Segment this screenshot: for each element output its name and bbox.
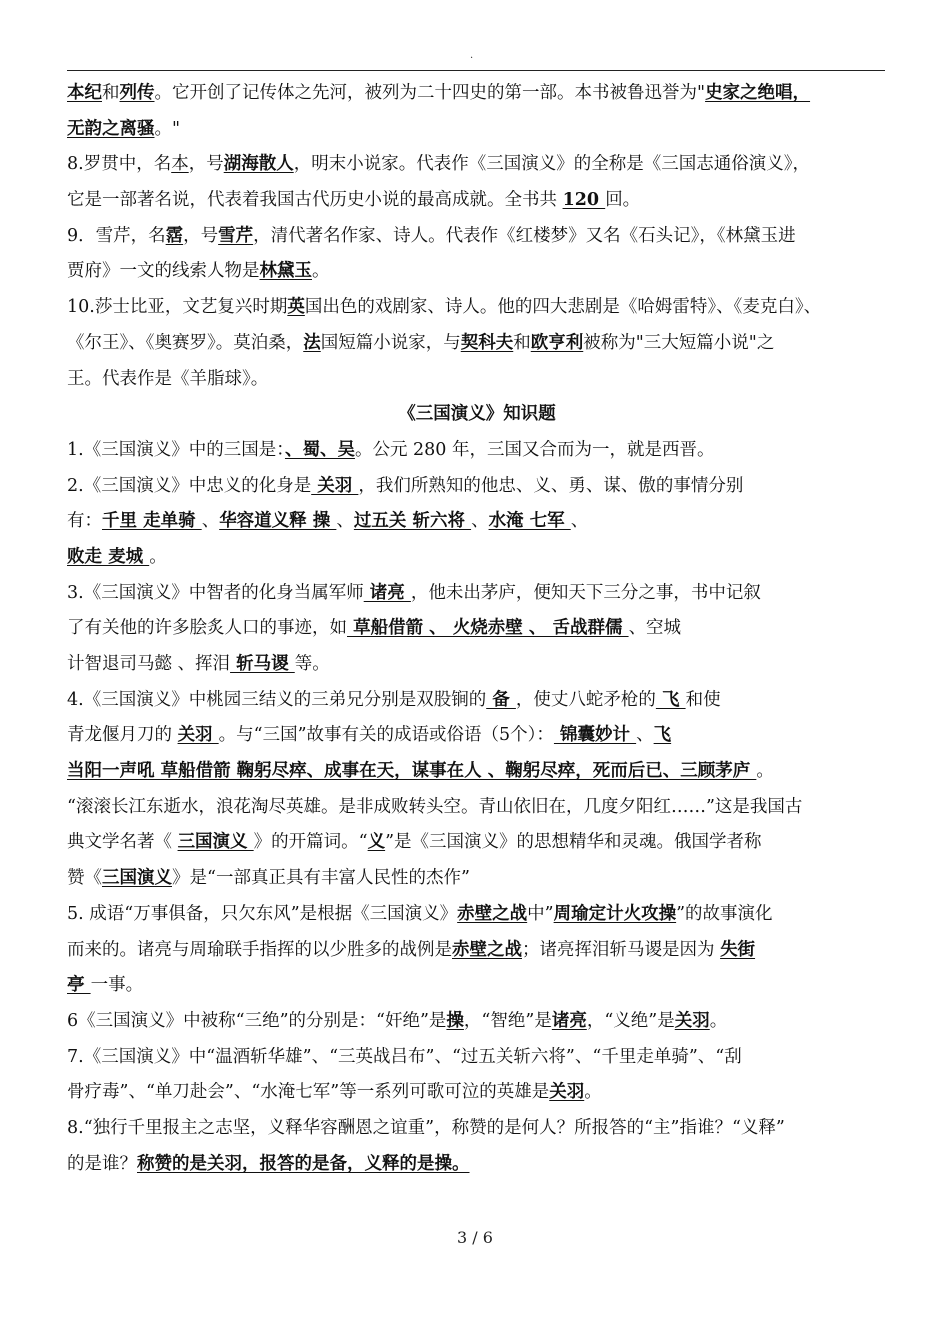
document-body: [67, 76, 887, 1182]
body-text: 被称为"三大短篇小说"之: [583, 332, 775, 353]
body-text: 7.《三国演义》中“温酒斩华雄”、“三英战吕布”、“过五关斩六将”、“千里走单骑”、“刮: [67, 1046, 742, 1067]
body-text: 2.《三国演义》中忠义的化身是: [67, 475, 312, 496]
body-text: 有：: [67, 511, 102, 532]
answer-text: 欧亨利: [530, 332, 584, 353]
body-text: ；诸亮挥泪斩马谡是因为: [522, 939, 721, 960]
answer-text: 华容道义释 操: [219, 511, 337, 532]
body-text: 4.《三国演义》中桃园三结义的三弟兄分别是双股锏的: [67, 689, 487, 710]
answer-text: 本纪: [67, 83, 102, 103]
body-text: 、: [201, 511, 220, 532]
answer-text: 当阳一声吼 草船借箭 鞠躬尽瘁、成事在天，谋事在人 、鞠躬尽瘁，死而后已、三顾茅庐: [67, 761, 757, 782]
body-text: 。: [584, 1082, 602, 1103]
answer-text: 亭: [67, 975, 91, 996]
answer-text: 关羽: [311, 475, 359, 496]
body-text: ，我们所熟知的他忠、义、勇、谋、傲的事情分别: [358, 475, 744, 496]
text-line: [67, 397, 887, 433]
body-text: 赞《: [67, 868, 102, 889]
body-text: ，号: [183, 225, 219, 246]
body-text: 骨疗毒”、“单刀赴会”、“水淹七军”等一系列可歌可泣的英雄是: [67, 1082, 550, 1103]
answer-text: 史家之绝唱，: [705, 83, 811, 103]
answer-text: 操: [446, 1010, 464, 1031]
body-text: 回。: [605, 190, 641, 211]
text-line: [67, 1004, 887, 1040]
text-line: [67, 540, 887, 576]
text-line: [67, 968, 887, 1004]
text-line: [67, 147, 887, 183]
answer-text: 、蜀、吴: [284, 439, 355, 460]
body-text: 。: [756, 761, 774, 782]
body-text: 、: [570, 511, 589, 532]
body-text: “滚滚长江东逝水，浪花淘尽英雄。是非成败转头空。青山依旧在，几度夕阳红……”这是我国古: [67, 796, 803, 817]
text-line: [67, 504, 887, 540]
header-rule: [67, 70, 885, 71]
body-text: 的是谁？: [67, 1153, 137, 1174]
answer-text: 林黛玉: [259, 261, 312, 282]
answer-text: 飞: [653, 725, 672, 746]
body-text: ”是《三国演义》的思想精华和灵魂。俄国学者称: [385, 832, 762, 853]
body-text: 青龙偃月刀的: [67, 725, 178, 746]
text-line: [67, 683, 887, 719]
text-line: [67, 469, 887, 505]
body-text: ，使丈八蛇矛枪的: [515, 689, 656, 710]
answer-text: 湖海散人: [223, 154, 294, 175]
body-text: 、: [336, 511, 354, 532]
answer-text: 过五关 斩六将: [353, 511, 472, 532]
answer-text: 赤壁之战: [457, 903, 528, 924]
body-text: 。它开创了记传体之先河，被列为二十四史的第一部。本书被鲁迅誉为": [154, 83, 706, 103]
body-text: 、: [471, 511, 489, 532]
answer-text: 败走 麦城: [67, 546, 150, 567]
text-line: [67, 112, 887, 148]
answer-text: 备: [486, 689, 516, 710]
body-text: ，他未出茅庐，便知天下三分之事，书中记叙: [410, 582, 761, 603]
body-text: 计智退司马懿 、挥泪: [67, 654, 231, 674]
body-text: 中”: [527, 903, 554, 924]
body-text: 和: [102, 83, 120, 103]
body-text: 。与“三国”故事有关的成语或俗语（5个）：: [218, 725, 554, 746]
answer-text: 义: [367, 832, 386, 853]
body-text: 。公元 280 年，三国又合而为一，就是西晋。: [354, 439, 715, 460]
body-text: 1.《三国演义》中的三国是：: [67, 439, 285, 460]
answer-text: 霑: [165, 225, 184, 246]
answer-text: 称赞的是关羽，报答的是备，义释的是操。: [137, 1153, 470, 1174]
text-line: [67, 611, 887, 647]
text-line: [67, 718, 887, 754]
body-text: 9．雪芹，名: [67, 225, 166, 246]
body-text: 10.莎士比亚，文艺复兴时期: [67, 297, 288, 318]
answer-text: 无韵之离骚: [67, 118, 155, 139]
answer-text: 列传: [119, 83, 155, 103]
answer-text: 关羽: [177, 725, 219, 746]
answer-text: 契科夫: [460, 332, 514, 353]
body-text: 它是一部著名说，代表着我国古代历史小说的最高成就。全书共: [67, 190, 563, 211]
body-text: 王。代表作是《羊脂球》。: [67, 368, 269, 389]
answer-text: 水淹 七军: [488, 511, 571, 532]
body-text: ”的故事演化: [676, 903, 773, 924]
body-text: ，“义绝”是: [586, 1010, 675, 1031]
text-line: [67, 290, 887, 326]
text-line: [67, 1111, 887, 1147]
body-text: 。": [154, 118, 181, 139]
text-line: [67, 1147, 887, 1183]
answer-text: 三国演义: [177, 832, 254, 853]
body-text: 。: [709, 1010, 728, 1031]
body-text: 6《三国演义》中被称“三绝”的分别是：“奸绝”是: [67, 1010, 447, 1031]
answer-text: 三国演义: [102, 868, 172, 889]
body-text: 等。: [294, 654, 330, 674]
body-text: 和: [513, 332, 531, 353]
answer-text: 锦囊妙计: [553, 725, 637, 746]
text-line: [67, 861, 887, 897]
text-line: [67, 254, 887, 290]
body-text: ，号: [188, 154, 224, 175]
answer-text: 法: [303, 332, 321, 353]
text-line: [67, 433, 887, 469]
answer-text: 关羽: [674, 1010, 710, 1031]
page-number: 3 / 6: [457, 1228, 493, 1247]
text-line: [67, 183, 887, 219]
body-text: 》是“一部真正具有丰富人民性的杰作”: [172, 868, 470, 889]
answer-text: 赤壁之战: [452, 939, 522, 960]
answer-text: 失街: [720, 939, 756, 960]
text-line: [67, 825, 887, 861]
body-text: ，“智绝”是: [463, 1010, 552, 1031]
body-text: 。: [149, 546, 167, 567]
body-text: 5. 成语“万事俱备，只欠东风”是根据《三国演义》: [67, 903, 458, 924]
section-heading: 《三国演义》知识题: [398, 404, 556, 425]
header-dot: .: [470, 50, 474, 61]
answer-text: 雪芹: [218, 225, 254, 246]
answer-text: 关羽: [549, 1082, 585, 1103]
text-line: [67, 647, 887, 683]
answer-text: 斩马谡: [230, 654, 295, 674]
text-line: [67, 933, 887, 969]
body-text: 8.罗贯中，名: [67, 154, 172, 175]
body-text: 了有关他的许多脍炙人口的事迹，如: [67, 618, 347, 639]
text-line: [67, 897, 887, 933]
text-line: [67, 326, 887, 362]
body-text: 3.《三国演义》中智者的化身当属军师: [67, 582, 364, 603]
text-line: [67, 362, 887, 398]
body-text: 贾府》一文的线索人物是: [67, 261, 260, 282]
answer-text: 英: [287, 297, 305, 318]
body-text: ，明末小说家。代表作《三国演义》的全称是《三国志通俗演义》，: [293, 154, 810, 175]
answer-text: 千里 走单骑: [102, 511, 202, 532]
body-text: 、: [636, 725, 654, 746]
answer-text: 120: [562, 190, 606, 211]
body-text: 国短篇小说家，与: [320, 332, 461, 353]
body-text: 》的开篇词。“: [253, 832, 368, 853]
body-text: 和使: [685, 689, 721, 710]
answer-text: 诸亮: [363, 582, 411, 603]
answer-text: 诸亮: [551, 1010, 587, 1031]
body-text: 而来的。诸亮与周瑜联手指挥的以少胜多的战例是: [67, 939, 452, 960]
underlined-text: 本: [171, 154, 189, 175]
body-text: 《尔王》、《奥赛罗》。莫泊桑，: [67, 332, 304, 353]
answer-text: 草船借箭 、 火烧赤壁 、 舌战群儒: [347, 618, 629, 639]
body-text: 。: [312, 261, 330, 282]
text-line: [67, 1040, 887, 1076]
body-text: 、空城: [628, 618, 682, 639]
text-line: [67, 576, 887, 612]
body-text: 一事。: [90, 975, 144, 996]
body-text: 国出色的戏剧家、诗人。他的四大悲剧是《哈姆雷特》、《麦克白》、: [304, 297, 822, 318]
text-line: [67, 1075, 887, 1111]
body-text: 8.“独行千里报主之志坚，义释华容酬恩之谊重”，称赞的是何人？所报答的“主”指谁？“义释”: [67, 1117, 785, 1138]
text-line: [67, 219, 887, 255]
answer-text: 飞: [655, 689, 686, 710]
text-line: [67, 790, 887, 826]
text-line: [67, 754, 887, 790]
text-line: [67, 76, 887, 112]
answer-text: 周瑜定计火攻操: [553, 903, 677, 924]
body-text: 典文学名著《: [67, 832, 178, 853]
body-text: ，清代著名作家、诗人。代表作《红楼梦》又名《石头记》，《林黛玉进: [253, 225, 796, 246]
